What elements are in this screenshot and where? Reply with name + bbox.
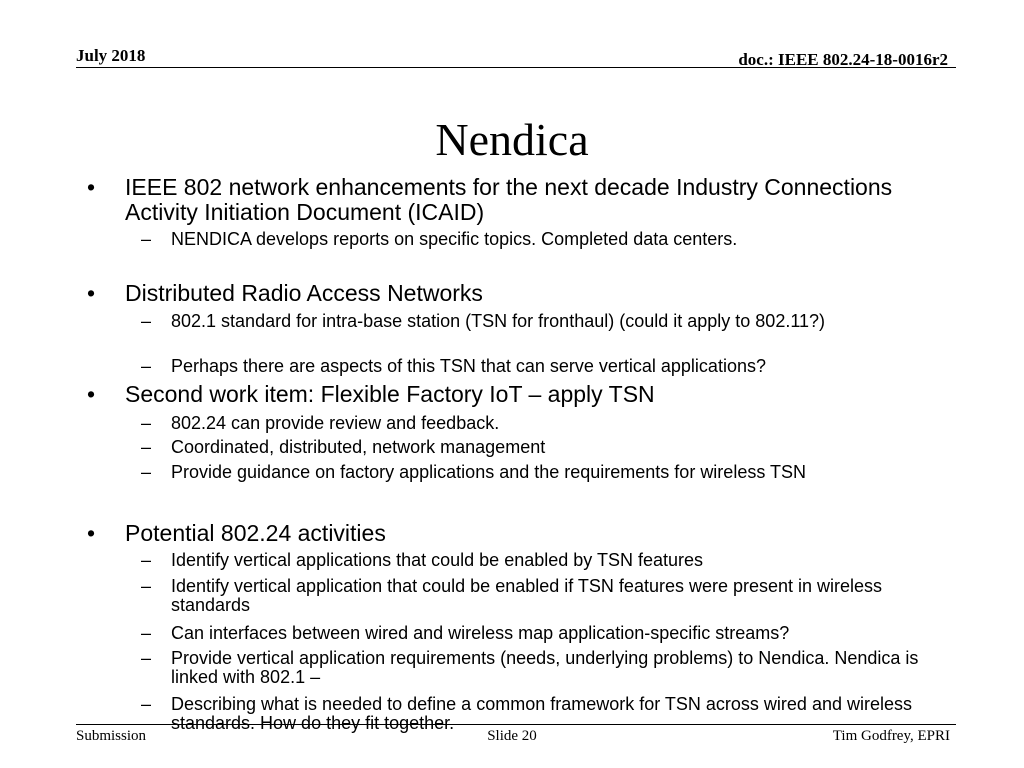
dash-marker: – [141, 576, 152, 596]
sub-bullet-item [141, 550, 936, 570]
footer-divider [76, 724, 956, 725]
dash-marker: – [141, 462, 152, 482]
bullet-item [87, 174, 905, 225]
sub-bullet-text: Identify vertical applications that could be enabled by TSN features [171, 550, 703, 570]
bullet-item [87, 280, 905, 306]
sub-bullet-text: Coordinated, distributed, network management [171, 437, 546, 457]
sub-bullet-text: 802.24 can provide review and feedback. [171, 413, 500, 433]
sub-bullet-text: Provide vertical application requirements (needs, underlying problems) to Nendica. Nendica is linked with 802.1 – [171, 648, 919, 687]
bullet-text: Distributed Radio Access Networks [125, 280, 483, 306]
sub-bullet-text: Can interfaces between wired and wireless map application-specific streams? [171, 623, 790, 643]
dash-marker: – [141, 311, 152, 331]
bullet-text: IEEE 802 network enhancements for the next decade Industry Connections Activity Initiation Document (ICAID) [125, 174, 893, 225]
sub-bullet-item [141, 311, 936, 331]
dash-marker: – [141, 694, 152, 714]
sub-bullet-item [141, 462, 936, 482]
slide-title: Nendica [435, 114, 589, 165]
dash-marker: – [141, 229, 152, 249]
sub-bullet-text: Perhaps there are aspects of this TSN that can serve vertical applications? [171, 356, 766, 376]
dash-marker: – [141, 550, 152, 570]
header-divider [76, 67, 956, 68]
dash-marker: – [141, 413, 152, 433]
sub-bullet-item [141, 229, 936, 249]
sub-bullet-text: NENDICA develops reports on specific topics. Completed data centers. [171, 229, 738, 249]
header-date: July 2018 [76, 46, 146, 65]
bullet-item [87, 381, 905, 407]
dash-marker: – [141, 623, 152, 643]
sub-bullet-item [141, 576, 936, 615]
bullet-item [87, 520, 905, 546]
bullet-marker: • [87, 174, 96, 200]
bullet-text: Potential 802.24 activities [125, 520, 386, 546]
dash-marker: – [141, 648, 152, 668]
dash-marker: – [141, 437, 152, 457]
sub-bullet-item [141, 413, 936, 433]
footer-slide-number: Slide 20 [487, 728, 537, 744]
footer-submission: Submission [76, 728, 147, 744]
sub-bullet-item [141, 623, 936, 643]
dash-marker: – [141, 356, 152, 376]
sub-bullet-item [141, 648, 936, 687]
sub-bullet-text: Provide guidance on factory applications and the requirements for wireless TSN [171, 462, 807, 482]
footer-author: Tim Godfrey, EPRI [832, 728, 950, 744]
sub-bullet-item [141, 437, 936, 457]
bullet-marker: • [87, 381, 96, 407]
sub-bullet-text: Identify vertical application that could be enabled if TSN features were present in wireless standards [171, 576, 883, 615]
sub-bullet-text: Describing what is needed to define a common framework for TSN across wired and wireless standards. How do they fit together. [171, 694, 912, 733]
bullet-text: Second work item: Flexible Factory IoT – apply TSN [125, 381, 655, 407]
sub-bullet-item [141, 356, 936, 376]
bullet-marker: • [87, 280, 96, 306]
header-doc-id: doc.: IEEE 802.24-18-0016r2 [738, 50, 948, 69]
bullet-marker: • [87, 520, 96, 546]
sub-bullet-text: 802.1 standard for intra-base station (TSN for fronthaul) (could it apply to 802.11?) [171, 311, 826, 331]
